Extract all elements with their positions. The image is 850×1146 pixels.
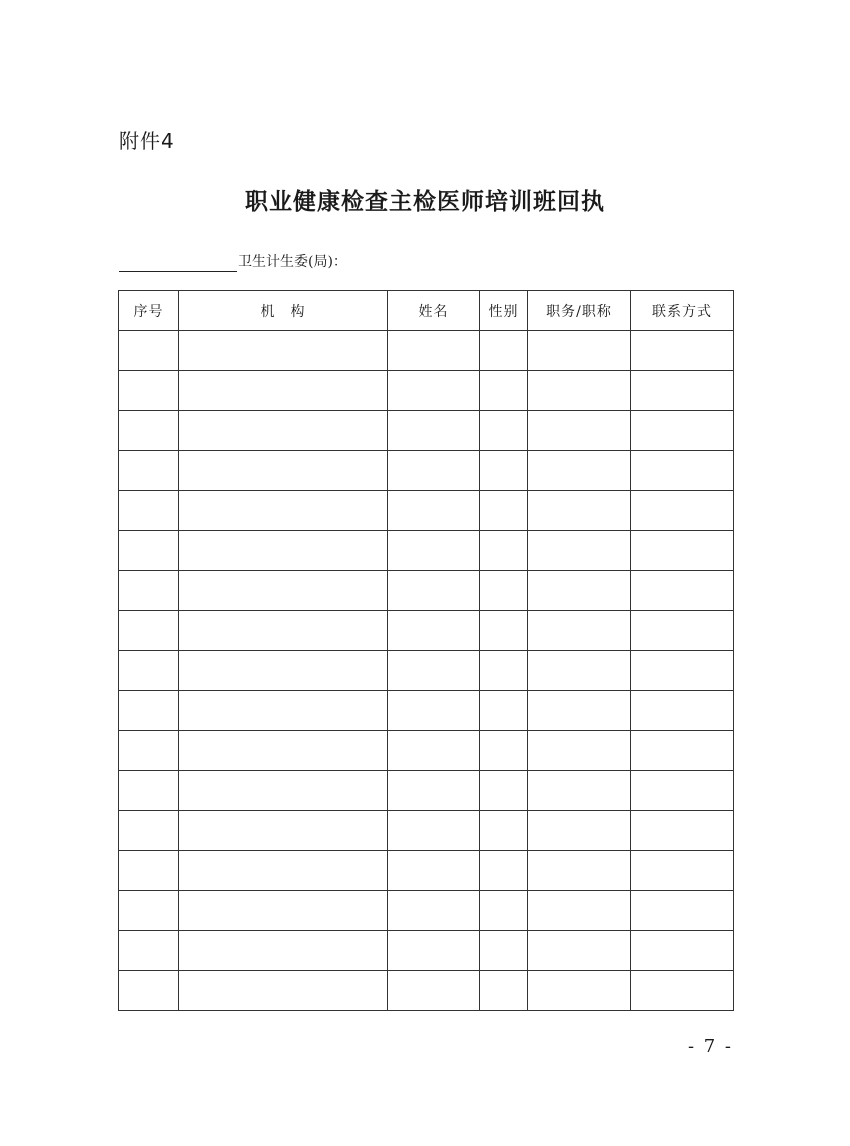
- cell-contact[interactable]: [631, 571, 734, 611]
- cell-name[interactable]: [388, 971, 480, 1011]
- cell-name[interactable]: [388, 491, 480, 531]
- cell-seq[interactable]: [119, 611, 179, 651]
- cell-gender[interactable]: [480, 691, 528, 731]
- cell-name[interactable]: [388, 891, 480, 931]
- cell-org[interactable]: [179, 771, 388, 811]
- table-row: [119, 971, 734, 1011]
- cell-title[interactable]: [528, 411, 631, 451]
- table-row: [119, 931, 734, 971]
- cell-title[interactable]: [528, 371, 631, 411]
- cell-contact[interactable]: [631, 891, 734, 931]
- cell-org[interactable]: [179, 611, 388, 651]
- cell-gender[interactable]: [480, 531, 528, 571]
- table-row: [119, 891, 734, 931]
- table-row: [119, 811, 734, 851]
- cell-seq[interactable]: [119, 931, 179, 971]
- cell-org[interactable]: [179, 531, 388, 571]
- cell-title[interactable]: [528, 651, 631, 691]
- cell-seq[interactable]: [119, 851, 179, 891]
- cell-contact[interactable]: [631, 611, 734, 651]
- table-row: [119, 531, 734, 571]
- table-row: [119, 491, 734, 531]
- cell-title[interactable]: [528, 531, 631, 571]
- cell-gender[interactable]: [480, 371, 528, 411]
- cell-name[interactable]: [388, 771, 480, 811]
- cell-seq[interactable]: [119, 651, 179, 691]
- cell-title[interactable]: [528, 931, 631, 971]
- cell-name[interactable]: [388, 651, 480, 691]
- addressee-blank-field[interactable]: [119, 253, 237, 272]
- cell-title[interactable]: [528, 811, 631, 851]
- cell-name[interactable]: [388, 531, 480, 571]
- cell-name[interactable]: [388, 851, 480, 891]
- cell-contact[interactable]: [631, 651, 734, 691]
- cell-org[interactable]: [179, 651, 388, 691]
- cell-title[interactable]: [528, 331, 631, 371]
- cell-org[interactable]: [179, 691, 388, 731]
- cell-org[interactable]: [179, 971, 388, 1011]
- cell-seq[interactable]: [119, 891, 179, 931]
- cell-contact[interactable]: [631, 411, 734, 451]
- cell-seq[interactable]: [119, 771, 179, 811]
- cell-title[interactable]: [528, 971, 631, 1011]
- cell-seq[interactable]: [119, 331, 179, 371]
- table-row: [119, 771, 734, 811]
- cell-seq[interactable]: [119, 411, 179, 451]
- cell-contact[interactable]: [631, 931, 734, 971]
- cell-title[interactable]: [528, 891, 631, 931]
- cell-title[interactable]: [528, 851, 631, 891]
- cell-org[interactable]: [179, 411, 388, 451]
- cell-title[interactable]: [528, 571, 631, 611]
- cell-gender[interactable]: [480, 331, 528, 371]
- cell-seq[interactable]: [119, 971, 179, 1011]
- cell-gender[interactable]: [480, 731, 528, 771]
- table-row: [119, 651, 734, 691]
- header-gender: 性别: [480, 291, 528, 331]
- cell-seq[interactable]: [119, 371, 179, 411]
- cell-contact[interactable]: [631, 971, 734, 1011]
- cell-gender[interactable]: [480, 651, 528, 691]
- cell-contact[interactable]: [631, 451, 734, 491]
- cell-org[interactable]: [179, 851, 388, 891]
- cell-contact[interactable]: [631, 331, 734, 371]
- cell-name[interactable]: [388, 811, 480, 851]
- cell-seq[interactable]: [119, 811, 179, 851]
- cell-contact[interactable]: [631, 851, 734, 891]
- cell-contact[interactable]: [631, 811, 734, 851]
- cell-gender[interactable]: [480, 771, 528, 811]
- table-row: [119, 611, 734, 651]
- table-row: [119, 331, 734, 371]
- cell-seq[interactable]: [119, 531, 179, 571]
- cell-org[interactable]: [179, 571, 388, 611]
- cell-gender[interactable]: [480, 931, 528, 971]
- cell-name[interactable]: [388, 931, 480, 971]
- cell-seq[interactable]: [119, 571, 179, 611]
- table-row: [119, 571, 734, 611]
- cell-gender[interactable]: [480, 851, 528, 891]
- cell-title[interactable]: [528, 771, 631, 811]
- cell-gender[interactable]: [480, 491, 528, 531]
- cell-name[interactable]: [388, 451, 480, 491]
- page-number: - 7 -: [687, 1036, 733, 1057]
- table-row: [119, 691, 734, 731]
- cell-gender[interactable]: [480, 891, 528, 931]
- table-row: [119, 851, 734, 891]
- cell-contact[interactable]: [631, 531, 734, 571]
- cell-title[interactable]: [528, 491, 631, 531]
- cell-org[interactable]: [179, 731, 388, 771]
- cell-name[interactable]: [388, 371, 480, 411]
- cell-seq[interactable]: [119, 731, 179, 771]
- addressee-suffix: 卫生计生委(局)：: [238, 254, 347, 270]
- cell-name[interactable]: [388, 731, 480, 771]
- table-row: [119, 731, 734, 771]
- registration-table: [118, 290, 734, 1011]
- cell-title[interactable]: [528, 611, 631, 651]
- header-contact: 联系方式: [631, 291, 734, 331]
- cell-org[interactable]: [179, 331, 388, 371]
- cell-gender[interactable]: [480, 571, 528, 611]
- cell-title[interactable]: [528, 691, 631, 731]
- table-row: [119, 451, 734, 491]
- addressee-line: [119, 250, 347, 272]
- cell-seq[interactable]: [119, 691, 179, 731]
- cell-gender[interactable]: [480, 971, 528, 1011]
- cell-title[interactable]: [528, 731, 631, 771]
- table-header-row: [119, 291, 734, 331]
- cell-title[interactable]: [528, 451, 631, 491]
- table-body: [119, 331, 734, 1011]
- cell-org[interactable]: [179, 491, 388, 531]
- table-row: [119, 411, 734, 451]
- cell-gender[interactable]: [480, 811, 528, 851]
- cell-org[interactable]: [179, 371, 388, 411]
- header-org: 机 构: [179, 291, 388, 331]
- cell-name[interactable]: [388, 331, 480, 371]
- cell-contact[interactable]: [631, 731, 734, 771]
- cell-gender[interactable]: [480, 451, 528, 491]
- cell-seq[interactable]: [119, 451, 179, 491]
- cell-contact[interactable]: [631, 491, 734, 531]
- cell-contact[interactable]: [631, 691, 734, 731]
- cell-gender[interactable]: [480, 411, 528, 451]
- header-seq: 序号: [119, 291, 179, 331]
- attachment-label: 附件4: [119, 129, 175, 153]
- cell-org[interactable]: [179, 451, 388, 491]
- cell-gender[interactable]: [480, 611, 528, 651]
- cell-contact[interactable]: [631, 371, 734, 411]
- cell-name[interactable]: [388, 691, 480, 731]
- cell-org[interactable]: [179, 891, 388, 931]
- cell-name[interactable]: [388, 611, 480, 651]
- cell-contact[interactable]: [631, 771, 734, 811]
- cell-org[interactable]: [179, 811, 388, 851]
- header-title: 职务/职称: [528, 291, 631, 331]
- cell-seq[interactable]: [119, 491, 179, 531]
- table-row: [119, 371, 734, 411]
- cell-org[interactable]: [179, 931, 388, 971]
- header-name: 姓名: [388, 291, 480, 331]
- document-title: 职业健康检查主检医师培训班回执: [245, 188, 605, 215]
- cell-name[interactable]: [388, 571, 480, 611]
- cell-name[interactable]: [388, 411, 480, 451]
